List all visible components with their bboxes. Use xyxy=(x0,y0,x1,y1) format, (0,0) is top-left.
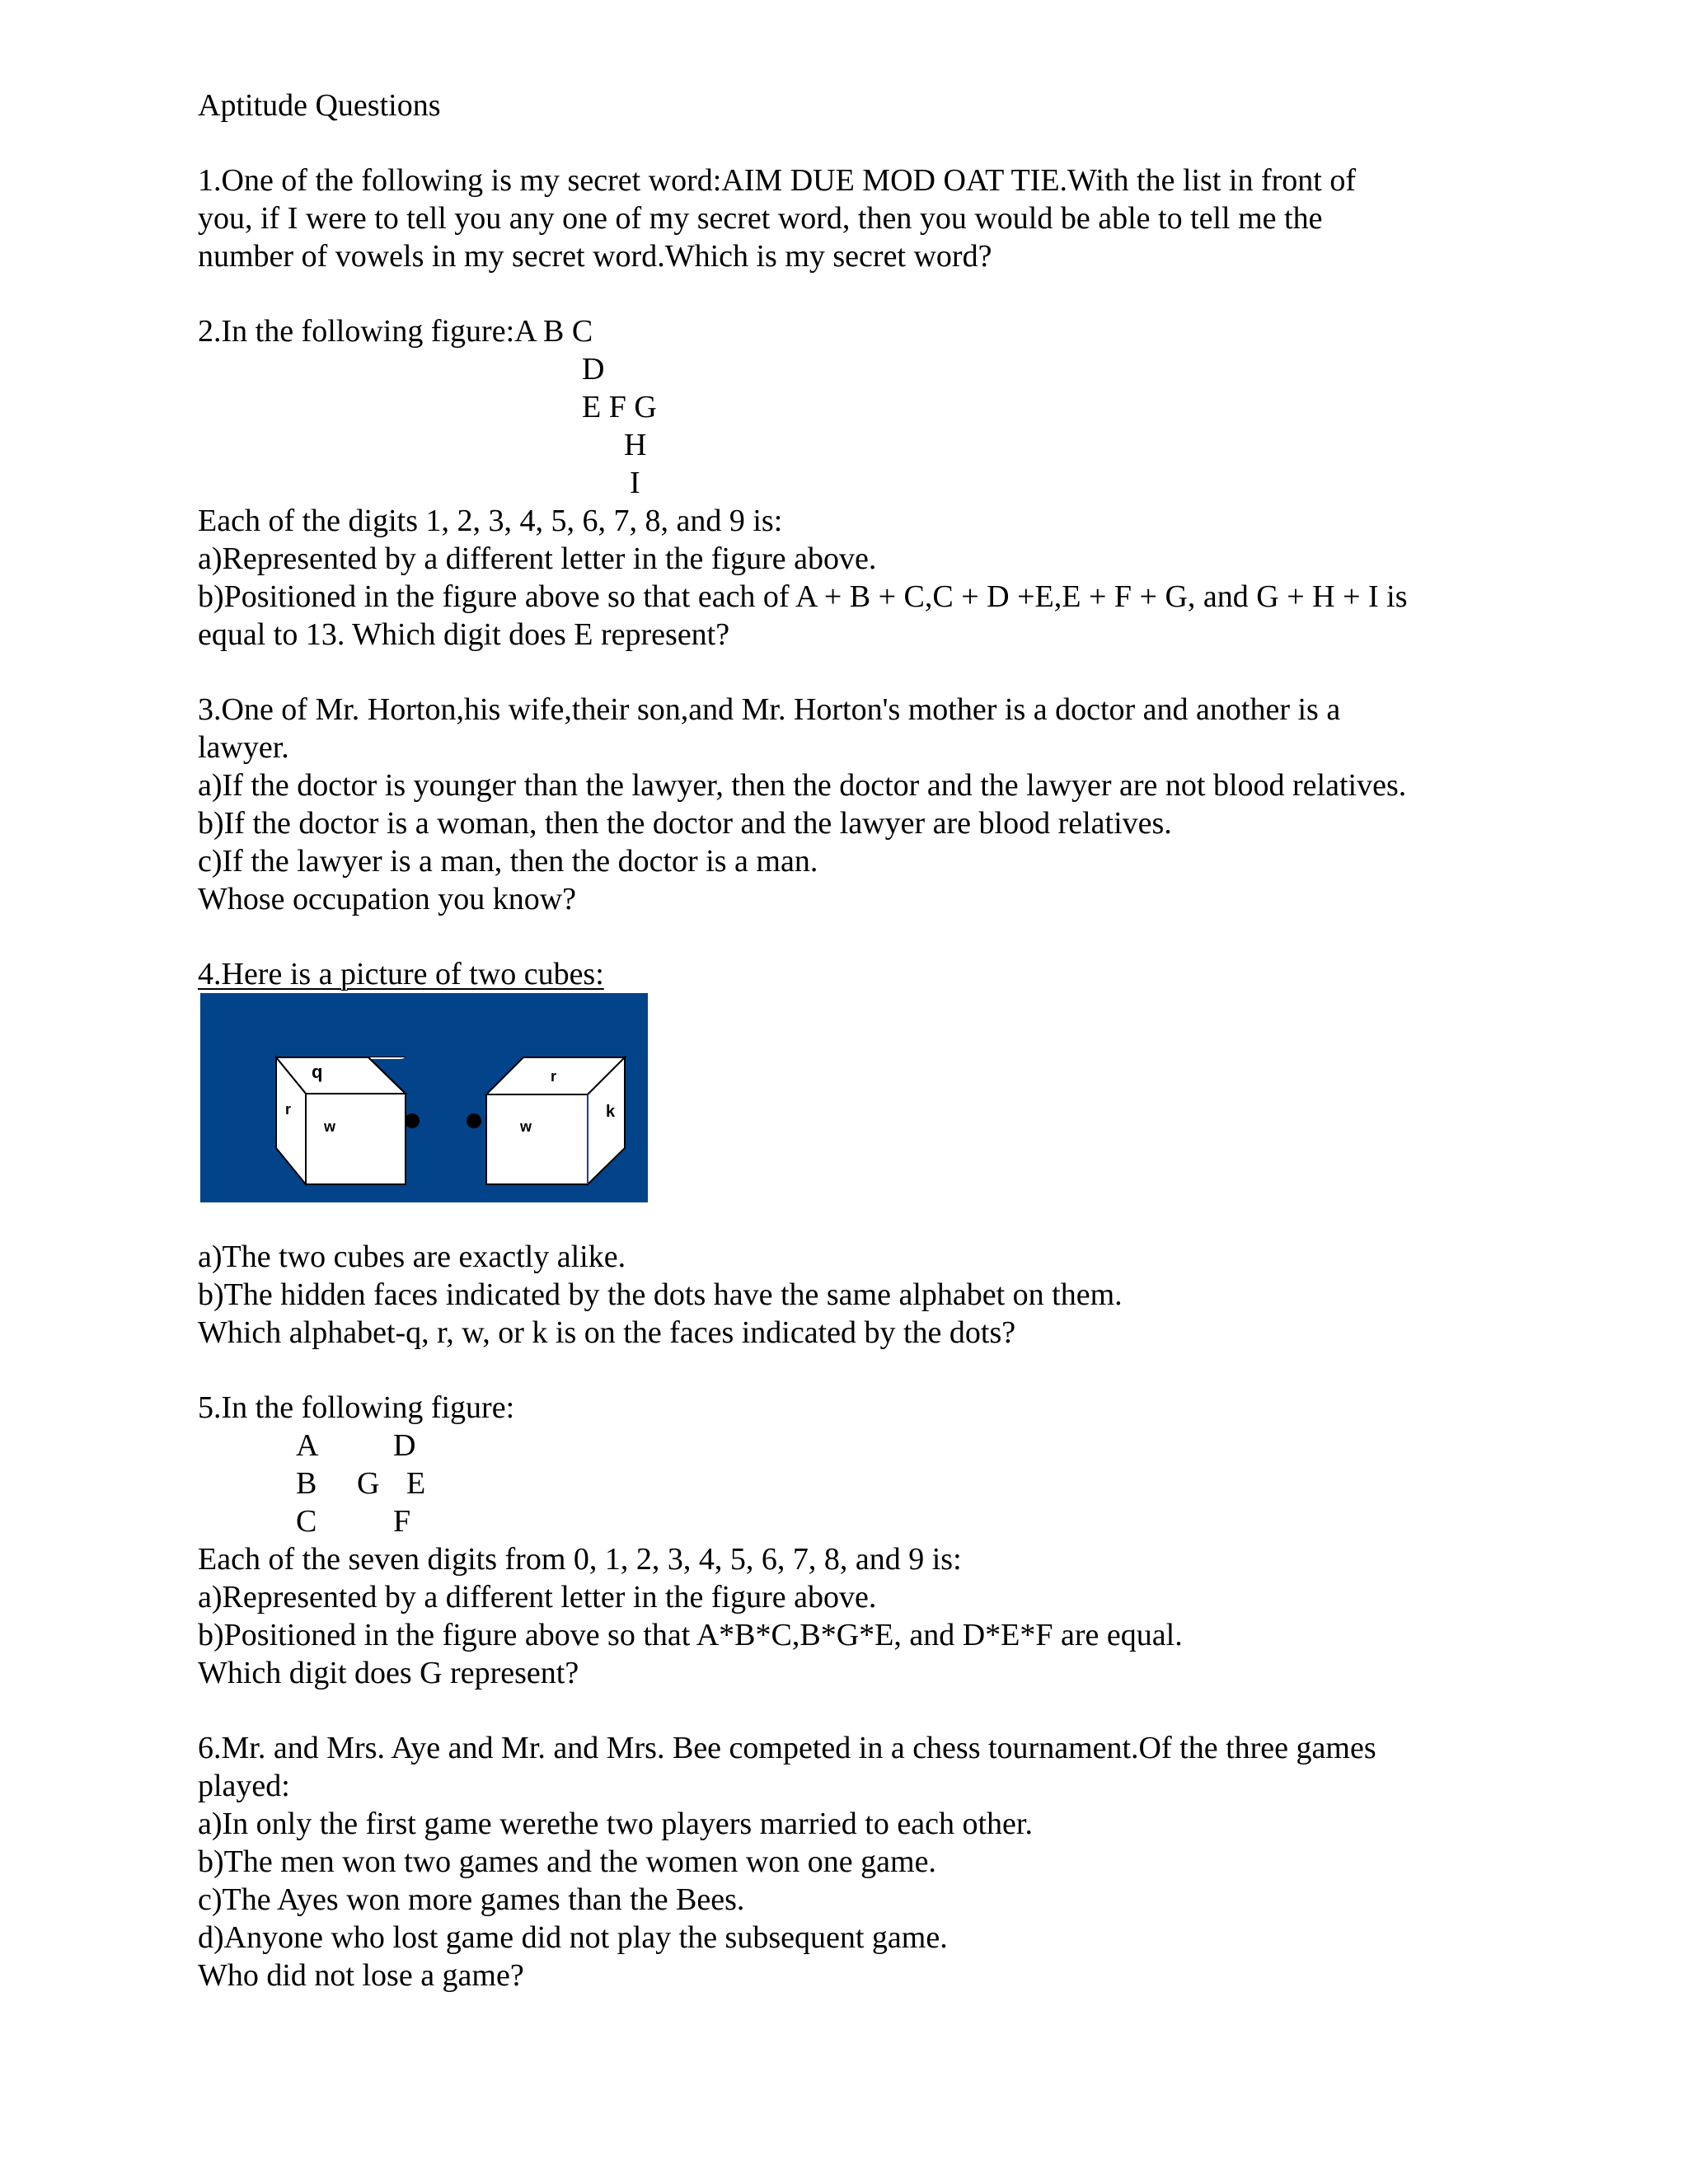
document-title: Aptitude Questions xyxy=(198,88,441,123)
right-hidden-face-dot xyxy=(467,1113,481,1128)
q4-line-2: b)The hidden faces indicated by the dots have the same alphabet on them. xyxy=(198,1277,1123,1312)
two-cubes-picture xyxy=(200,993,648,1202)
q2-figure-row-efg: E F G xyxy=(582,390,657,424)
q3-line-4: b)If the doctor is a woman, then the doctor and the lawyer are blood relatives. xyxy=(198,806,1172,841)
q4-intro: 4.Here is a picture of two cubes: xyxy=(198,957,604,991)
q6-line-1: 6.Mr. and Mrs. Aye and Mr. and Mrs. Bee competed in a chess tournament.Of the three games xyxy=(198,1731,1376,1765)
q2-figure-row-i: I xyxy=(630,466,640,500)
q1-line-2: you, if I were to tell you any one of my secret word, then you would be able to tell me the xyxy=(198,201,1323,236)
q6-line-2: played: xyxy=(198,1769,290,1803)
left-cube xyxy=(276,1057,406,1184)
q1-line-3: number of vowels in my secret word.Which is my secret word? xyxy=(198,239,992,274)
left-cube-side-label: r xyxy=(285,1101,292,1118)
q3-line-1: 3.One of Mr. Horton,his wife,their son,and Mr. Horton's mother is a doctor and another is a xyxy=(198,692,1341,727)
q2-figure-row-d: D xyxy=(582,352,605,387)
q2-intro: 2.In the following figure:A B C xyxy=(198,314,593,349)
q2-line-2: a)Represented by a different letter in the figure above. xyxy=(198,541,877,576)
q6-line-3: a)In only the first game werethe two players married to each other. xyxy=(198,1807,1033,1841)
q5-figure-a: A xyxy=(296,1428,319,1463)
q1-line-1: 1.One of the following is my secret word:AIM DUE MOD OAT TIE.With the list in front of xyxy=(198,163,1356,198)
right-cube-front-face xyxy=(486,1094,588,1184)
q2-line-1: Each of the digits 1, 2, 3, 4, 5, 6, 7, 8, and 9 is: xyxy=(198,504,783,538)
left-cube-top-label: q xyxy=(312,1062,323,1082)
q5-line-2: a)Represented by a different letter in the figure above. xyxy=(198,1580,877,1615)
q3-line-6: Whose occupation you know? xyxy=(198,882,577,916)
q6-line-6: d)Anyone who lost game did not play the subsequent game. xyxy=(198,1920,948,1955)
q4-line-3: Which alphabet-q, r, w, or k is on the faces indicated by the dots? xyxy=(198,1315,1016,1350)
q4-line-1: a)The two cubes are exactly alike. xyxy=(198,1240,626,1274)
left-cube-front-face xyxy=(306,1094,406,1184)
left-hidden-face-dot xyxy=(405,1113,420,1128)
left-cube-front-label: w xyxy=(324,1118,336,1135)
q5-figure-d: D xyxy=(393,1428,416,1463)
q2-figure-row-h: H xyxy=(624,428,647,462)
q5-line-3: b)Positioned in the figure above so that A*B*C,B*G*E, and D*E*F are equal. xyxy=(198,1618,1183,1652)
q6-line-4: b)The men won two games and the women won one game. xyxy=(198,1844,936,1879)
q5-intro: 5.In the following figure: xyxy=(198,1390,515,1425)
q5-figure-c: C xyxy=(296,1504,317,1539)
q5-figure-b: B xyxy=(296,1466,317,1501)
q3-line-2: lawyer. xyxy=(198,730,289,765)
right-cube xyxy=(486,1057,625,1184)
right-cube-front-label: w xyxy=(520,1118,532,1135)
right-cube-side-label: k xyxy=(606,1103,616,1121)
q5-figure-g: G xyxy=(357,1466,380,1501)
q5-figure-e: E xyxy=(406,1466,426,1501)
q6-line-5: c)The Ayes won more games than the Bees. xyxy=(198,1882,745,1917)
q2-line-3: b)Positioned in the figure above so that each of A + B + C,C + D +E,E + F + G, and G + H + I is xyxy=(198,579,1408,614)
q5-figure-f: F xyxy=(393,1504,411,1539)
right-cube-top-label: r xyxy=(551,1068,557,1085)
q3-line-3: a)If the doctor is younger than the lawyer, then the doctor and the lawyer are not blood relatives. xyxy=(198,768,1407,803)
q3-line-5: c)If the lawyer is a man, then the doctor is a man. xyxy=(198,844,818,879)
q6-line-7: Who did not lose a game? xyxy=(198,1958,524,1993)
q2-line-4: equal to 13. Which digit does E represent? xyxy=(198,617,730,652)
q5-line-1: Each of the seven digits from 0, 1, 2, 3, 4, 5, 6, 7, 8, and 9 is: xyxy=(198,1542,962,1577)
q5-line-4: Which digit does G represent? xyxy=(198,1656,579,1690)
